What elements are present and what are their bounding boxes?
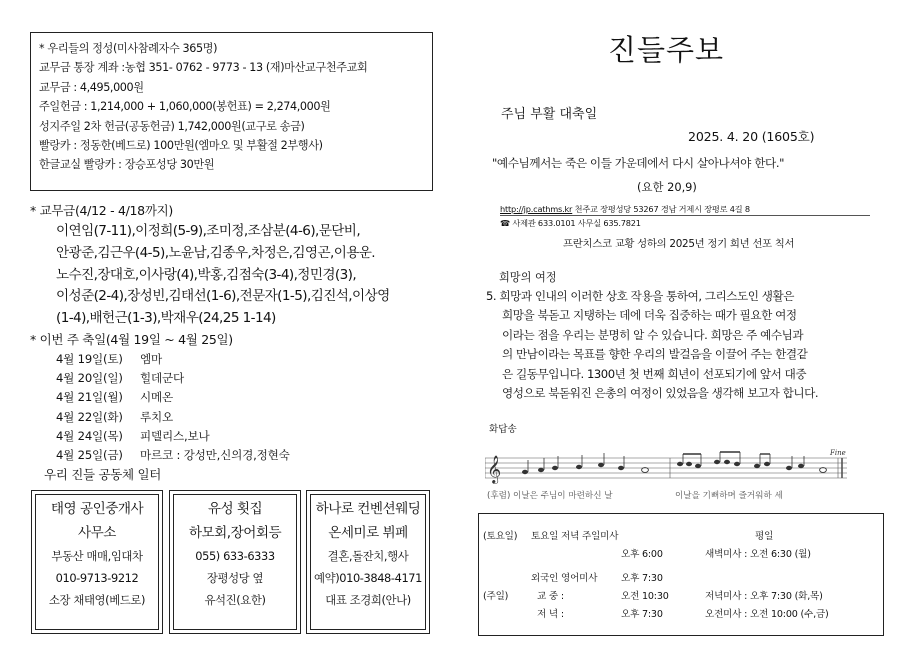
feast-date: 4월 25일(금) [56,448,123,462]
article-line: 이라는 점을 우리는 분명히 알 수 있습니다. 희망은 주 예수님과 [502,327,804,342]
business-subtitle: 온세미로 뷔페 [328,525,408,541]
offering-line: 주일헌금 : 1,214,000 + 1,060,000(봉헌표) = 2,274,000원 [39,100,331,114]
homepage-link[interactable]: http://jp.cathms.kr [500,204,573,214]
offering-line: 성지주일 2차 헌금(공동헌금) 1,742,000원(교구로 송금) [39,119,305,133]
lyric-text: 이날을 기뻐하며 즐거워하 세 [675,491,783,501]
papal-bull-title: 프란치스코 교황 성하의 2025년 정기 희년 선포 칙서 [563,238,795,250]
contact-info [500,202,750,230]
feast-row [56,388,450,407]
fine-marking: Fine [830,449,846,457]
business-card-inner-border [173,494,297,630]
evening-mass-time: 오후 7:30 [621,609,663,620]
business-name: 하나로 컨벤션웨딩 [315,501,421,517]
business-card-hanaro [306,490,430,634]
feast-date: 4월 20일(일) [56,371,123,386]
article-line: 희망을 북돋고 지탱하는 데에 더욱 집중하는 때가 필요한 여정 [502,308,797,323]
offering-line: 한글교실 빨랑카 : 장승포성당 30만원 [39,158,215,172]
phone-text: ☎ 사제관 633.0101 사무실 635.7821 [500,218,641,228]
offering-box [30,32,433,191]
business-subtitle: 사무소 [78,525,116,541]
donor-line: 안광준,김근우(4-5),노윤남,김종우,차정은,김영곤,이용운. [56,244,376,261]
feast-name: 마르코 : 강성만,신의경,정현숙 [140,448,290,462]
feast-heading: * 이번 주 축일(4월 19일 ~ 4월 25일) [30,331,233,347]
business-card-inner-border [310,494,426,630]
treble-clef-icon: 𝄞 [487,455,502,483]
article-line: 5. 희망과 인내의 이러한 상호 작용을 통하여, 그리스도인 생활은 [486,289,795,303]
donor-line: 노수진,장대호,이사랑(4),박홍,김점숙(3-4),정민경(3), [56,266,357,283]
business-owner: 소장 채태영(베드로) [48,593,146,607]
divider [500,215,870,216]
business-card-taeyoung [31,490,163,634]
issue-date: 2025. 4. 20 (1605호) [688,129,815,144]
scripture-quote: "예수님께서는 죽은 이들 가운데에서 다시 살아나셔야 한다." [492,156,785,170]
feast-name: 힐데군다 [140,371,184,386]
business-card-inner-border [35,494,159,630]
donation-section [30,201,450,485]
article-line: 은 길동무입니다. 1300년 첫 번째 희년이 선포되기에 앞서 대중 [502,366,807,381]
community-heading: 우리 진들 공동체 일터 [44,467,161,483]
foreign-mass-time: 오후 7:30 [621,573,663,584]
weekday-dawn-mass: 새벽미사 : 오전 6:30 (월) [705,549,811,560]
business-name: 유성 횟집 [207,501,263,517]
article-body [486,287,882,403]
feast-row [56,408,450,427]
offering-line: * 우리들의 정성(미사참례자수 365명) [39,42,218,55]
business-phone: 예약)010-3848-4171 [314,571,422,585]
feast-name: 피델리스,보나 [140,428,210,443]
bulletin-title: 진들주보 [608,33,725,67]
feast-name: 루치오 [140,409,173,424]
feast-row [56,350,450,369]
offering-line: 빨랑카 : 정동한(베드로) 100만원(엠마오 및 부활절 2부행사) [39,139,323,153]
donor-line: 이성준(2-4),장성빈,김태선(1-6),전문자(1-5),김진석,이상영 [56,288,390,305]
weekday-label: 평일 [755,531,774,542]
feast-name: 엠마 [140,351,162,366]
business-phone: 055) 633-6333 [195,549,275,563]
weekday-evening-mass: 저녁미사 : 오후 7:30 (화,목) [705,591,823,602]
donor-line: 이연임(7-11),이정희(5-9),조미정,조삼분(4-6),문단비, [56,223,361,239]
feast-day-title: 주님 부활 대축일 [501,107,598,122]
offering-line: 교무금 : 4,495,000원 [39,80,144,94]
business-detail: 장평성당 옆 [206,571,264,585]
donor-line: (1-4),배헌근(1-3),박재우(24,25 1-14) [56,310,276,327]
article-line: 의 만남이라는 목표를 향한 우리의 발걸음을 이끌어 주는 한결같 [502,347,808,362]
student-mass-label: 교 중 : [537,591,564,602]
evening-mass-label: 저 녁 : [537,609,564,620]
business-owner: 대표 조경희(안나) [325,593,411,607]
saturday-label: (토요일) [483,531,518,542]
sunday-label: (주일) [483,591,509,602]
feast-date: 4월 24일(목) [56,428,123,443]
business-card-yuseong [169,490,301,634]
psalm-label: 화답송 [489,424,517,435]
section-heading: 희망의 여정 [499,271,557,284]
business-detail: 부동산 매매,임대차 [51,549,143,563]
staff-lines [485,458,847,478]
address-text: 천주교 장평성당 53267 경남 거제시 장평로 4길 8 [572,204,750,214]
business-owner: 유석진(요한) [204,593,266,607]
feast-row [56,446,450,465]
foreign-mass-label: 외국인 영어미사 [531,573,598,584]
student-mass-time: 오전 10:30 [621,591,669,602]
saturday-mass-title: 토요일 저녁 주일미사 [531,531,619,542]
offering-line: 교무금 통장 계좌 :농협 351- 0762 - 9773 - 13 (재)마산교구천주교회 [39,61,368,75]
feast-name: 시메온 [140,390,173,405]
business-detail: 결혼,돌잔치,행사 [327,549,409,563]
donation-heading: * 교무금(4/12 - 4/18까지) [30,203,173,218]
business-subtitle: 하모회,장어회등 [188,525,282,541]
weekday-morning-mass: 오전미사 : 오전 10:00 (수,금) [705,609,829,620]
feast-row [56,369,450,388]
lyric-text: (후렴) 이날은 주님이 마련하신 날 [487,491,613,501]
mass-schedule-box [478,513,884,636]
feast-row [56,427,450,446]
saturday-mass-time: 오후 6:00 [621,549,663,560]
music-staff [485,448,847,508]
article-line: 영성으로 북돋워진 은총의 여정이 있었음을 생각해 보고자 합니다. [502,386,819,401]
business-name: 태영 공인중개사 [50,501,144,517]
business-phone: 010-9713-9212 [55,571,139,585]
feast-date: 4월 19일(토) [56,351,123,366]
scripture-reference: (요한 20,9) [637,180,697,194]
feast-date: 4월 22일(화) [56,409,123,424]
feast-date: 4월 21일(월) [56,390,123,405]
